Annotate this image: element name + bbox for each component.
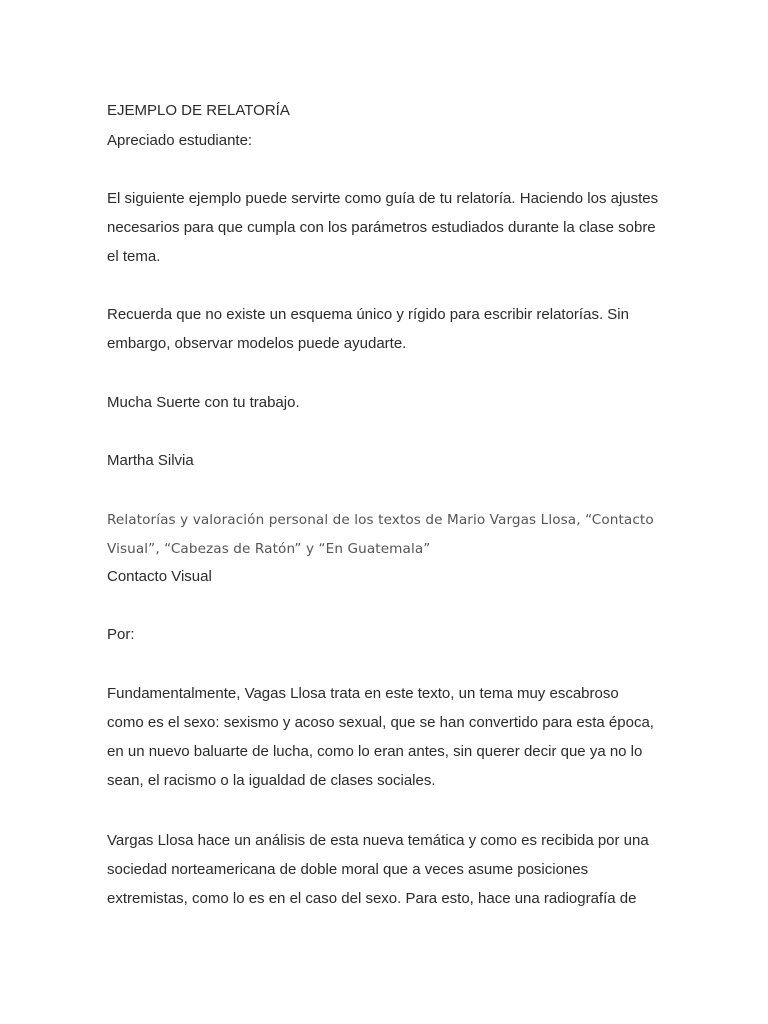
paragraph-line: sociedad norteamericana de doble moral que a veces asume posiciones bbox=[107, 861, 589, 878]
paragraph-line: como es el sexo: sexismo y acoso sexual, que se han convertido para esta época, bbox=[107, 714, 654, 731]
paragraph-line: embargo, observar modelos puede ayudarte. bbox=[107, 335, 407, 352]
paragraph-line: extremistas, como lo es en el caso del sexo. Para esto, hace una radiografía de bbox=[107, 890, 637, 907]
section-title: Contacto Visual bbox=[107, 568, 212, 585]
greeting: Apreciado estudiante: bbox=[107, 132, 253, 149]
paragraph-line: en un nuevo baluarte de lucha, como lo eran antes, sin querer decir que ya no lo bbox=[107, 743, 643, 760]
by-label: Por: bbox=[107, 626, 135, 643]
paragraph-line: necesarios para que cumpla con los parámetros estudiados durante la clase sobre bbox=[107, 219, 656, 236]
document-title: EJEMPLO DE RELATORÍA bbox=[107, 102, 290, 119]
example-heading-line: Visual”, “Cabezas de Ratón” y “En Guatemala” bbox=[107, 541, 431, 557]
paragraph-line: el tema. bbox=[107, 248, 161, 265]
signature: Martha Silvia bbox=[107, 452, 194, 469]
paragraph-line: Recuerda que no existe un esquema único y rígido para escribir relatorías. Sin bbox=[107, 306, 629, 323]
example-heading-line: Relatorías y valoración personal de los textos de Mario Vargas Llosa, “Contacto bbox=[107, 512, 654, 528]
paragraph-line: Fundamentalmente, Vagas Llosa trata en este texto, un tema muy escabroso bbox=[107, 685, 619, 702]
paragraph-line: Vargas Llosa hace un análisis de esta nueva temática y como es recibida por una bbox=[107, 832, 649, 849]
closing-line: Mucha Suerte con tu trabajo. bbox=[107, 394, 300, 411]
paragraph-line: El siguiente ejemplo puede servirte como guía de tu relatoría. Haciendo los ajustes bbox=[107, 190, 659, 207]
paragraph-line: sean, el racismo o la igualdad de clases sociales. bbox=[107, 772, 436, 789]
